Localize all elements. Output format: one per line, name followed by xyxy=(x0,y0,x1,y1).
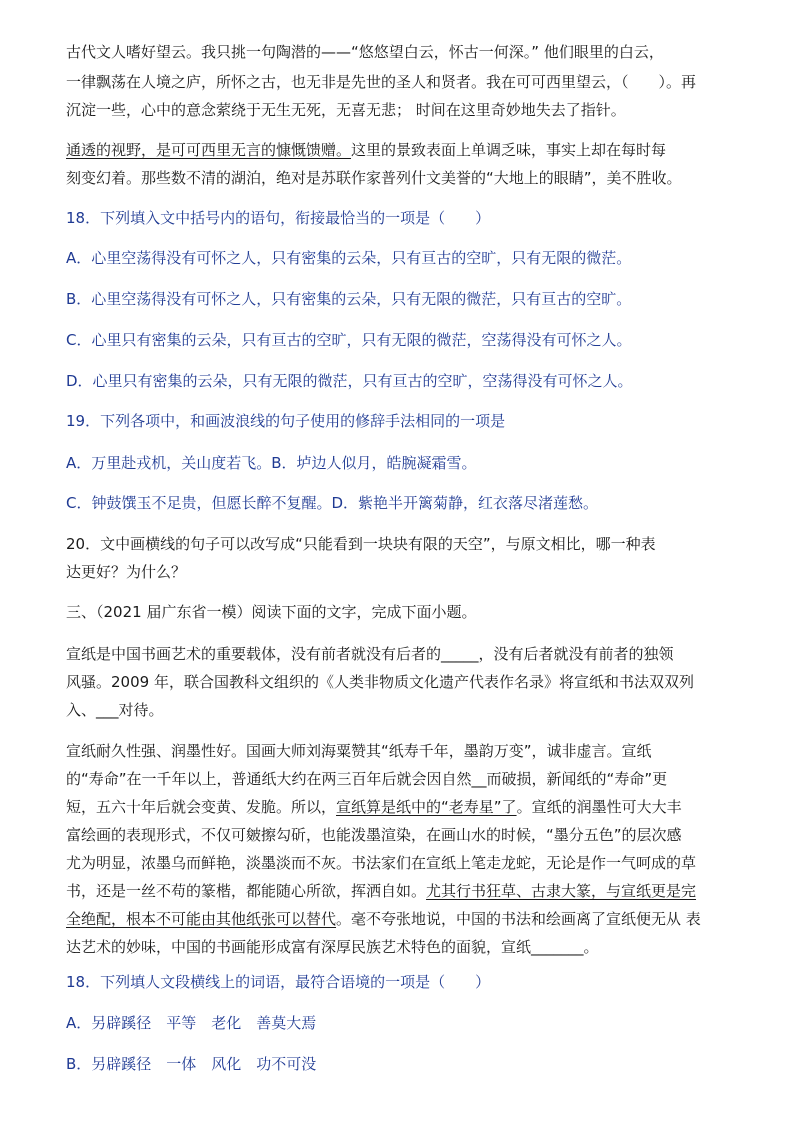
question-19-stem: 19．下列各项中，和画波浪线的句子使用的修辞手法相同的一项是 xyxy=(66,412,506,430)
underlined-sentence-part-2: 全绝配，根本不可能由其他纸张可以替代 xyxy=(66,910,337,928)
question-18-option-b: B．心里空荡得没有可怀之人，只有密集的云朵，只有无限的微茫，只有亘古的空旷。 xyxy=(66,290,632,308)
p2-line-6-start: 书，还是一丝不苟的篆楷，都能随心所欲，挥洒自如。 xyxy=(66,882,427,900)
passage2-p2-line-2: 的“寿命”在一千年以上，普通纸大约在两三百年后就会因自然__而破损，新闻纸的“寿命”更 xyxy=(66,770,668,788)
passage2-p2-line-3 xyxy=(66,797,682,819)
question-19-options-cd: C．钟鼓馔玉不足贵，但愿长醉不复醒。D．紫艳半开篱菊静，红衣落尽渚莲愁。 xyxy=(66,494,599,512)
passage2-p1-line-3: 入、___对待。 xyxy=(66,701,164,719)
question-18-stem: 18．下列填入文中括号内的语句，衔接最恰当的一项是（ ） xyxy=(66,209,491,227)
underlined-sentence-part-1: 尤其行书狂草、古隶大篆，与宣纸更是完 xyxy=(426,882,697,900)
passage2-p2-line-8: 达艺术的妙味，中国的书画能形成富有深厚民族艺术特色的面貌，宣纸_______。 xyxy=(66,938,599,956)
question-20-line-2: 达更好？为什么？ xyxy=(66,563,187,581)
passage2-p2-line-5: 尤为明显，浓墨乌而鲜艳，淡墨淡而不灰。书法家们在宣纸上笔走龙蛇，无论是作一气呵成的草 xyxy=(66,854,697,872)
p2-line-7-end: 。毫不夸张地说，中国的书法和绘画离了宣纸便无从 表 xyxy=(336,910,701,928)
question-18-option-c: C．心里只有密集的云朵，只有亘古的空旷，只有无限的微茫，空荡得没有可怀之人。 xyxy=(66,331,632,349)
question-18b-stem: 18．下列填人文段横线上的词语，最符合语境的一项是（ ） xyxy=(66,973,491,991)
question-20-line-1: 20．文中画横线的句子可以改写成“只能看到一块块有限的天空”，与原文相比，哪一种表 xyxy=(66,535,656,553)
question-18-option-d: D．心里只有密集的云朵，只有无限的微茫，只有亘古的空旷，空荡得没有可怀之人。 xyxy=(66,372,633,390)
passage2-p2-line-7 xyxy=(66,909,701,931)
question-19-options-ab: A．万里赴戎机，关山度若飞。B．垆边人似月，皓腕凝霜雪。 xyxy=(66,454,477,472)
passage1-line-4-rest: 这里的景致表面上单调乏味，事实上却在每时每 xyxy=(351,141,667,159)
question-18b-option-b: B．另辟蹊径 一体 风化 功不可没 xyxy=(66,1055,317,1073)
passage1-line-4 xyxy=(66,140,666,162)
underlined-sentence: 通透的视野，是可可西里无言的慷慨馈赠。 xyxy=(66,141,352,159)
passage2-p2-line-1: 宣纸耐久性强、润墨性好。国画大师刘海粟赞其“纸寿千年，墨韵万变”，诚非虚言。宣纸 xyxy=(66,742,652,760)
passage2-p2-line-6 xyxy=(66,881,696,903)
passage1-line-1: 古代文人嗜好望云。我只挑一句陶潜的——“悠悠望白云，怀古一何深。” 他们眼里的白云， xyxy=(66,43,664,61)
p2-line-3-end: 。宣纸的润墨性可大大丰 xyxy=(516,798,682,816)
passage1-line-3: 沉淀一些，心中的意念萦绕于无生无死，无喜无悲； 时间在这里奇妙地失去了指针。 xyxy=(66,101,626,119)
passage1-line-2: 一律飘荡在人境之庐，所怀之古，也无非是先世的圣人和贤者。我在可可西里望云，（ ）。再 xyxy=(66,73,697,91)
passage2-p2-line-4: 富绘画的表现形式，不仅可皴擦勾斫，也能泼墨渲染，在画山水的时候，“墨分五色”的层次感 xyxy=(66,826,682,844)
underlined-phrase-old-star: 宣纸算是纸中的“老寿星”了 xyxy=(336,798,517,816)
passage1-line-5: 刻变幻着。那些数不清的湖泊，绝对是苏联作家普列什文美誉的“大地上的眼睛”，美不胜收。 xyxy=(66,169,682,187)
passage2-p1-line-2: 风骚。2009 年，联合国教科文组织的《人类非物质文化遗产代表作名录》将宣纸和书法双双列 xyxy=(66,673,694,691)
p2-line-3-start: 短，五六十年后就会变黄、发脆。所以， xyxy=(66,798,337,816)
section-3-heading: 三、（2021 届广东省一模）阅读下面的文字，完成下面小题。 xyxy=(66,603,477,621)
passage2-p1-line-1: 宣纸是中国书画艺术的重要载体，没有前者就没有后者的_____，没有后者就没有前者的独领 xyxy=(66,645,674,663)
question-18-option-a: A．心里空荡得没有可怀之人，只有密集的云朵，只有亘古的空旷，只有无限的微茫。 xyxy=(66,249,632,267)
question-18b-option-a: A．另辟蹊径 平等 老化 善莫大焉 xyxy=(66,1014,317,1032)
